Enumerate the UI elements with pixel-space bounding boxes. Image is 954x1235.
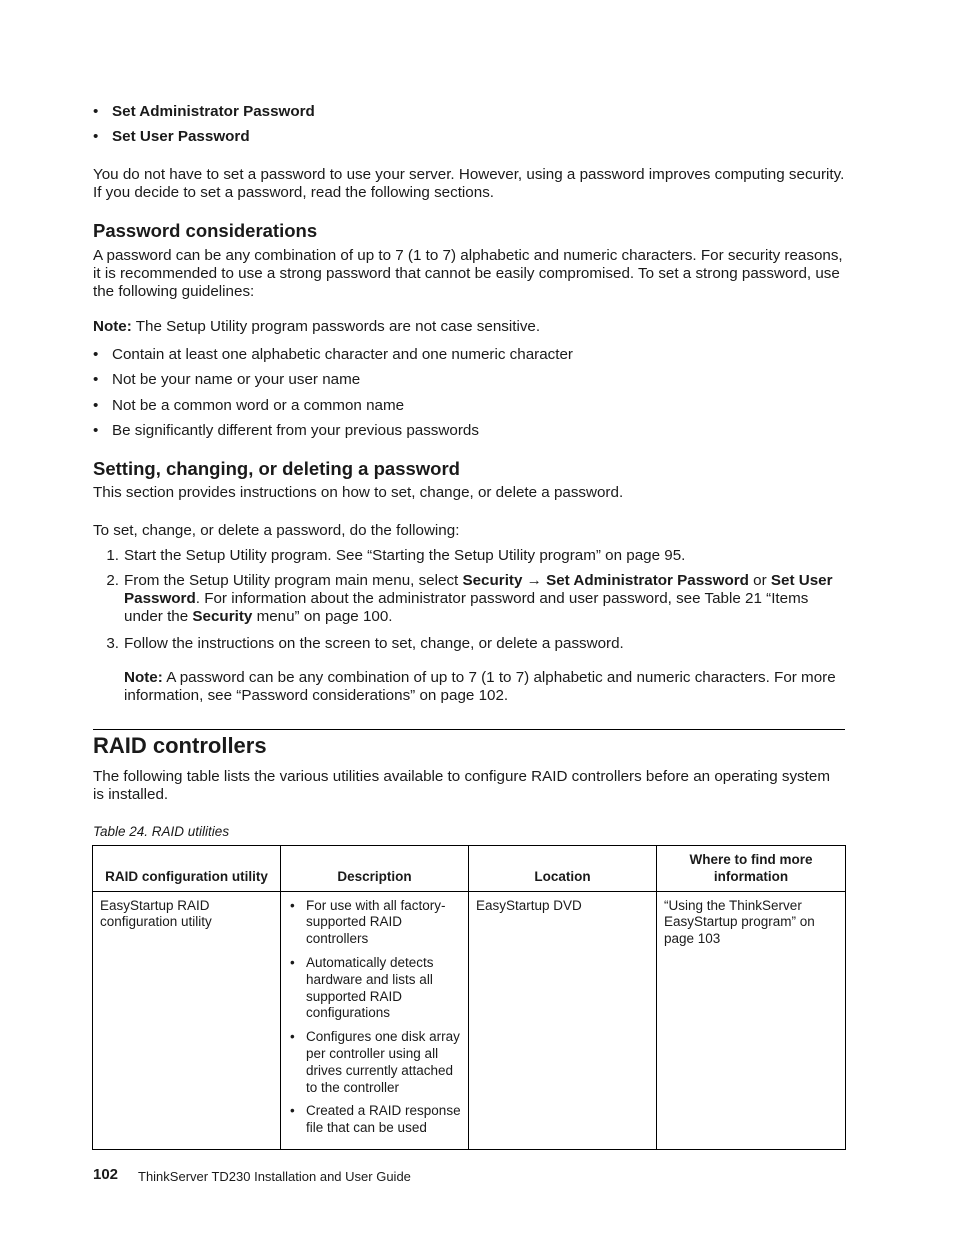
step-text-part: . For information about the administrator password and user password, see Table 21 “Items under the: [124, 590, 809, 625]
list-item-text: Configures one disk array per controller using all drives currently attached to the controller: [306, 1029, 460, 1095]
list-item-text: For use with all factory-supported RAID controllers: [306, 897, 446, 947]
step-number: 3.: [106, 635, 119, 652]
table-cell: “Using the ThinkServer EasyStartup program” on page 103: [657, 891, 846, 1149]
step-number: 2.: [106, 572, 119, 589]
bullet-icon: •: [93, 128, 99, 145]
menu-path-user-password: Set User Password: [124, 572, 833, 607]
description-list: [288, 898, 461, 1137]
table-cell: EasyStartup RAID configuration utility: [93, 891, 281, 1149]
note: [93, 318, 845, 336]
table-header-row: [93, 846, 846, 892]
menu-path-admin-password: Set Administrator Password: [546, 572, 749, 589]
list-item-text: Created a RAID response file that can be used: [306, 1103, 461, 1136]
intro-paragraph: You do not have to set a password to use your server. However, using a password improves computing security. If you decide to set a password, read the following sections.: [93, 166, 845, 201]
step-number: 1.: [106, 547, 119, 564]
bullet-icon: •: [290, 954, 295, 970]
bullet-icon: •: [93, 422, 99, 439]
table-cell: EasyStartup DVD: [469, 891, 657, 1149]
table-row: [93, 891, 846, 1149]
column-header: Location: [469, 846, 657, 892]
password-considerations-body: A password can be any combination of up to 7 (1 to 7) alphabetic and numeric characters. For security reasons, it is recommended to use a strong password that cannot be easily compromised. To set a strong password, use the following guidelines:: [93, 247, 843, 300]
bullet-icon: •: [93, 397, 99, 414]
step-text-part: or: [748, 572, 771, 589]
list-item: [288, 1103, 461, 1137]
note-text: A password can be any combination of up to 7 (1 to 7) alphabetic and numeric characters. For more information, see “Password considerations” on page 102.: [124, 669, 836, 704]
list-item: [288, 955, 461, 1022]
step-text-part: menu” on page 100.: [252, 608, 393, 625]
list-item-text: Not be your name or your user name: [112, 371, 361, 388]
page-number: 102: [93, 1166, 119, 1183]
list-item-text: Contain at least one alphabetic character and one numeric character: [112, 346, 573, 363]
list-item-text: Automatically detects hardware and lists all supported RAID configurations: [306, 954, 434, 1021]
column-header: Description: [281, 846, 469, 892]
arrow-right-icon: →: [526, 572, 542, 589]
setting-section-body: This section provides instructions on how to set, change, or delete a password.: [93, 484, 624, 501]
section-heading: Setting, changing, or deleting a password: [93, 458, 460, 479]
list-item-text: Set Administrator Password: [112, 103, 315, 120]
bullet-icon: •: [93, 371, 99, 388]
table-caption: Table 24. RAID utilities: [93, 824, 230, 839]
list-item: [288, 898, 461, 948]
bullet-icon: •: [290, 1029, 295, 1045]
raid-body: The following table lists the various utilities available to configure RAID controllers before an operating system is installed.: [93, 768, 830, 803]
setting-section-lead: To set, change, or delete a password, do the following:: [93, 522, 460, 539]
note-text: The Setup Utility program passwords are not case sensitive.: [131, 318, 541, 335]
note-label: Note:: [124, 669, 163, 686]
list-item-text: Be significantly different from your previous passwords: [112, 422, 479, 439]
column-header: RAID configuration utility: [93, 846, 281, 892]
bullet-icon: •: [93, 103, 99, 120]
note-label: Note:: [93, 318, 132, 335]
list-item: [288, 1029, 461, 1096]
column-header: Where to find more information: [657, 846, 846, 892]
section-divider: [93, 729, 845, 730]
bullet-icon: •: [290, 1103, 295, 1119]
list-item-text: Not be a common word or a common name: [112, 397, 405, 414]
bullet-icon: •: [93, 346, 99, 363]
step-text: Start the Setup Utility program. See “Starting the Setup Utility program” on page 95.: [124, 547, 686, 564]
menu-security: Security: [192, 608, 253, 625]
footer-title: ThinkServer TD230 Installation and User Guide: [138, 1169, 411, 1184]
note: [124, 669, 844, 705]
list-item-text: Set User Password: [112, 128, 250, 145]
table-cell: [281, 891, 469, 1149]
page-title: RAID controllers: [93, 733, 267, 758]
menu-path-security: Security: [462, 572, 523, 589]
step-text-part: From the Setup Utility program main menu, select: [124, 572, 463, 589]
step-text: Follow the instructions on the screen to set, change, or delete a password.: [124, 635, 624, 652]
raid-utilities-table: [92, 845, 846, 1150]
section-heading: Password considerations: [93, 220, 318, 241]
bullet-icon: •: [290, 897, 295, 913]
step-text: [124, 572, 844, 626]
